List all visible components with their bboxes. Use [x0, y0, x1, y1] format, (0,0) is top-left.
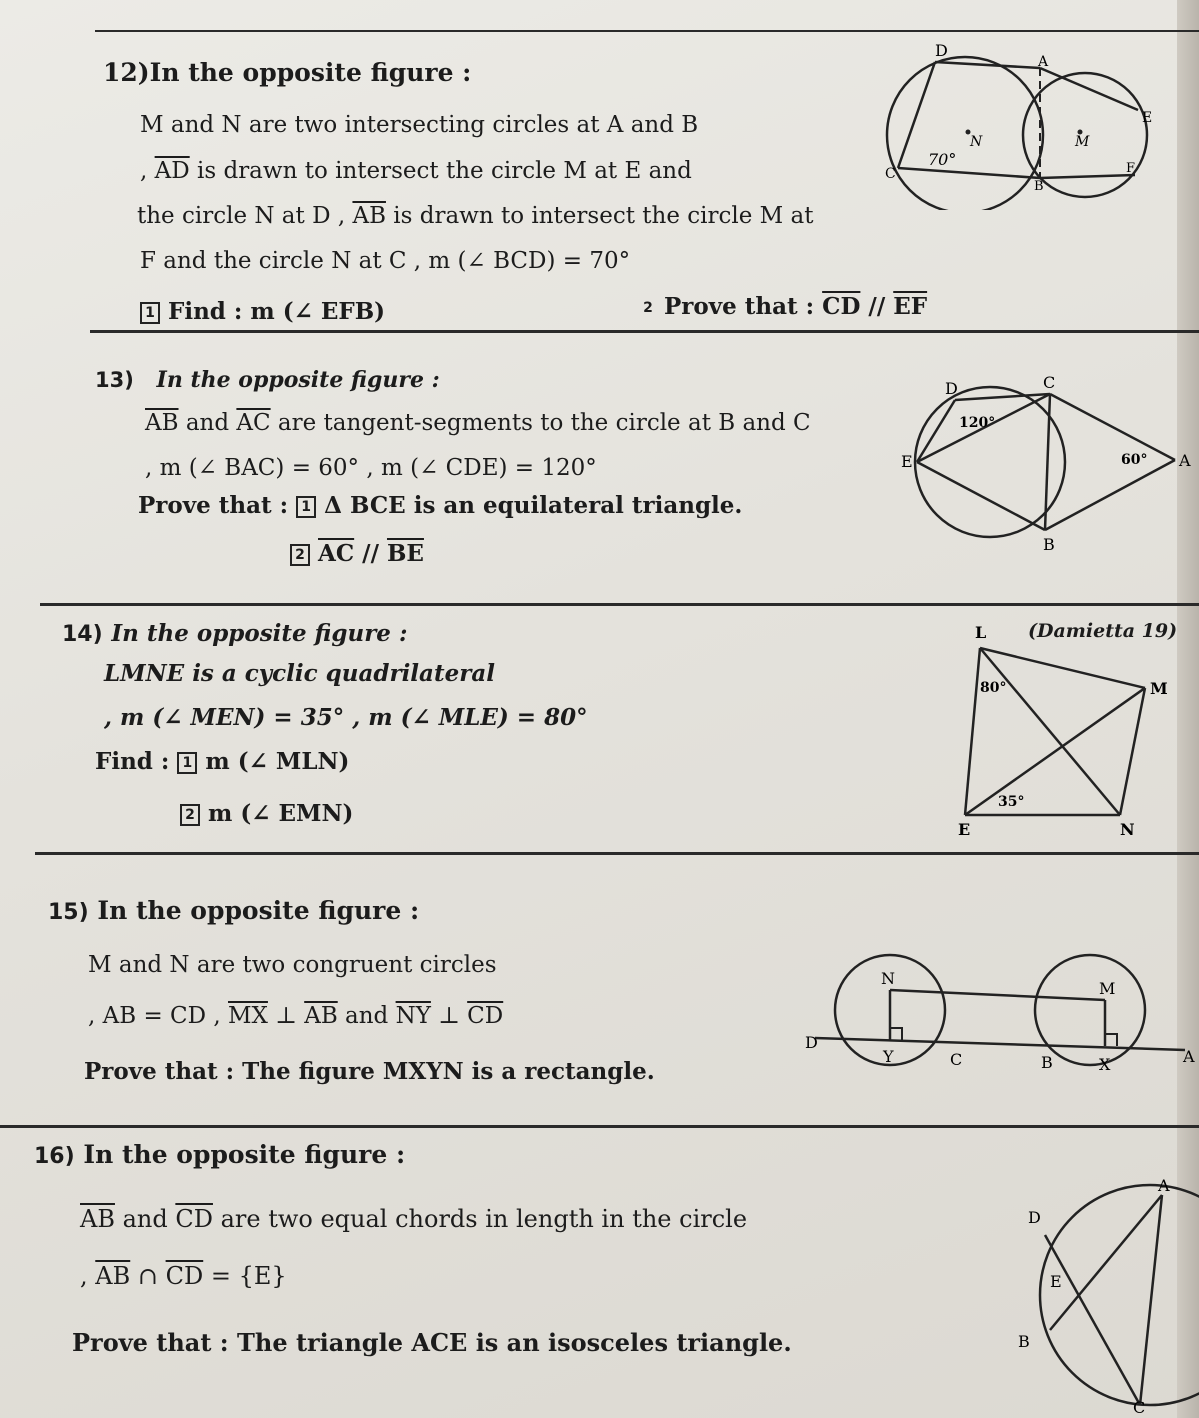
q14-line1: LMNE is a cyclic quadrilateral: [104, 660, 495, 687]
q13-line2: , m (∠ BAC) = 60° , m (∠ CDE) = 120°: [145, 455, 597, 481]
label-a: A: [1158, 1176, 1170, 1195]
q13-task2: 2 $\overline{AC} // \overline{BE}$: [290, 540, 424, 567]
label-y: Y: [883, 1047, 894, 1066]
q14-task2: 2 m (∠ EMN): [180, 800, 353, 827]
angle-bcd: 70°: [928, 150, 957, 169]
circle: [1040, 1185, 1199, 1405]
label-d: D: [1028, 1208, 1041, 1227]
label-e: E: [1142, 110, 1153, 126]
source-tag: (Damietta 19): [1028, 620, 1178, 642]
label-e: E: [958, 820, 971, 839]
label-d: D: [805, 1033, 818, 1052]
q15-line2: , AB = CD , $\overline{MX}$ ⊥ $\overline{AB}$ and $\overline{NY}$ ⊥ $\overline{CD}$: [88, 1003, 504, 1029]
ray-ab: $\overline{AB}$: [352, 203, 386, 229]
question-number: 16): [34, 1144, 75, 1169]
q16-line2: , $\overline{AB}$ ∩ $\overline{CD} = \{E\}$: [80, 1262, 287, 1290]
segment-ac: [1140, 1195, 1162, 1405]
segment-dc: [955, 394, 1050, 400]
q14-line2: , m (∠ MEN) = 35° , m (∠ MLE) = 80°: [104, 704, 588, 731]
q12-line1: M and N are two intersecting circles at A and B: [140, 112, 699, 138]
chord-ab: [1050, 1195, 1162, 1330]
question-heading: In the opposite figure :: [149, 58, 472, 87]
label-c: C: [885, 166, 896, 182]
label-b: B: [1043, 535, 1055, 554]
angle-bac: 60°: [1121, 452, 1148, 468]
circle: [915, 387, 1065, 537]
q15-prove: Prove that : The figure MXYN is a rectangle.: [84, 1058, 655, 1085]
label-f: F: [1126, 161, 1136, 176]
q12-line3: the circle N at D , $\overline{AB}$ is drawn to intersect the circle M at: [137, 203, 814, 229]
segment-em: [965, 688, 1145, 815]
question-number: 13): [95, 368, 134, 392]
label-n: N: [970, 134, 983, 150]
q12-line2: , $\overline{AD}$ is drawn to intersect the circle M at E and: [140, 158, 692, 184]
question-heading: In the opposite figure :: [111, 620, 408, 647]
q13-task1: Prove that : 1 Δ BCE is an equilateral triangle.: [138, 492, 743, 519]
label-n: N: [1120, 820, 1135, 839]
label-b: B: [1018, 1332, 1030, 1351]
q12-task1: 1 Find : m (∠ EFB): [140, 298, 385, 325]
line-da: [815, 1038, 1185, 1050]
q15-figure: [805, 950, 1199, 1080]
segment-le: [965, 648, 980, 815]
question-heading: In the opposite figure :: [156, 367, 440, 393]
label-n: N: [881, 969, 895, 988]
q15-line1: M and N are two congruent circles: [88, 952, 497, 978]
q12-task2: 2 Prove that : $\overline{CD} // \overline{EF}$: [643, 293, 928, 320]
label-x: X: [1099, 1055, 1111, 1074]
label-m: M: [1150, 679, 1168, 698]
q12-line4: F and the circle N at C , m (∠ BCD) = 70°: [140, 248, 631, 274]
q13-figure: [895, 372, 1195, 562]
label-a: A: [1038, 54, 1049, 70]
label-m: M: [1075, 134, 1090, 150]
angle-men: 35°: [998, 794, 1025, 810]
segment-eb: [917, 462, 1045, 530]
label-a: A: [1183, 1047, 1195, 1066]
segment-da: [935, 62, 1040, 68]
segment-mn: [1120, 688, 1145, 815]
segment-nm: [890, 990, 1105, 1000]
segment-cb: [898, 168, 1040, 178]
q16-prove: Prove that : The triangle ACE is an isosceles triangle.: [72, 1328, 792, 1357]
ray-ad: $\overline{AD}$: [154, 158, 190, 184]
q16-line1: $\overline{AB}$ and $\overline{CD}$ are two equal chords in length in the circle: [80, 1205, 748, 1233]
label-d: D: [935, 41, 948, 60]
divider-14-15: [35, 852, 1199, 855]
question-heading: In the opposite figure :: [97, 896, 420, 925]
label-l: L: [975, 623, 987, 642]
q14-figure: [940, 620, 1180, 845]
label-e: E: [1050, 1272, 1062, 1291]
label-b: B: [1034, 179, 1044, 194]
angle-mle: 80°: [980, 680, 1007, 696]
question-number: 12): [103, 58, 150, 87]
divider-15-16: [0, 1125, 1199, 1128]
q13-line1: $\overline{AB}$ and $\overline{AC}$ are tangent-segments to the circle at B and C: [145, 410, 811, 436]
label-b: B: [1041, 1053, 1053, 1072]
label-c: C: [950, 1050, 963, 1069]
label-c: C: [1043, 373, 1056, 392]
segment-ac: [1050, 394, 1175, 460]
label-e: E: [901, 452, 913, 471]
q14-task1: Find : 1 m (∠ MLN): [95, 748, 350, 775]
label-a: A: [1179, 451, 1191, 470]
label-m: M: [1099, 979, 1116, 998]
angle-cde: 120°: [959, 415, 996, 431]
label-c: C: [1133, 1398, 1146, 1417]
question-heading: In the opposite figure :: [83, 1140, 406, 1169]
q12-figure: [880, 40, 1160, 210]
question-number: 15): [48, 900, 89, 925]
divider-13-14: [40, 603, 1199, 606]
segment-bf: [1040, 175, 1135, 178]
question-number: 14): [62, 622, 103, 647]
label-d: D: [945, 379, 958, 398]
q16-figure: [1000, 1175, 1199, 1418]
divider-12-13: [90, 330, 1199, 333]
divider-top: [95, 30, 1199, 32]
